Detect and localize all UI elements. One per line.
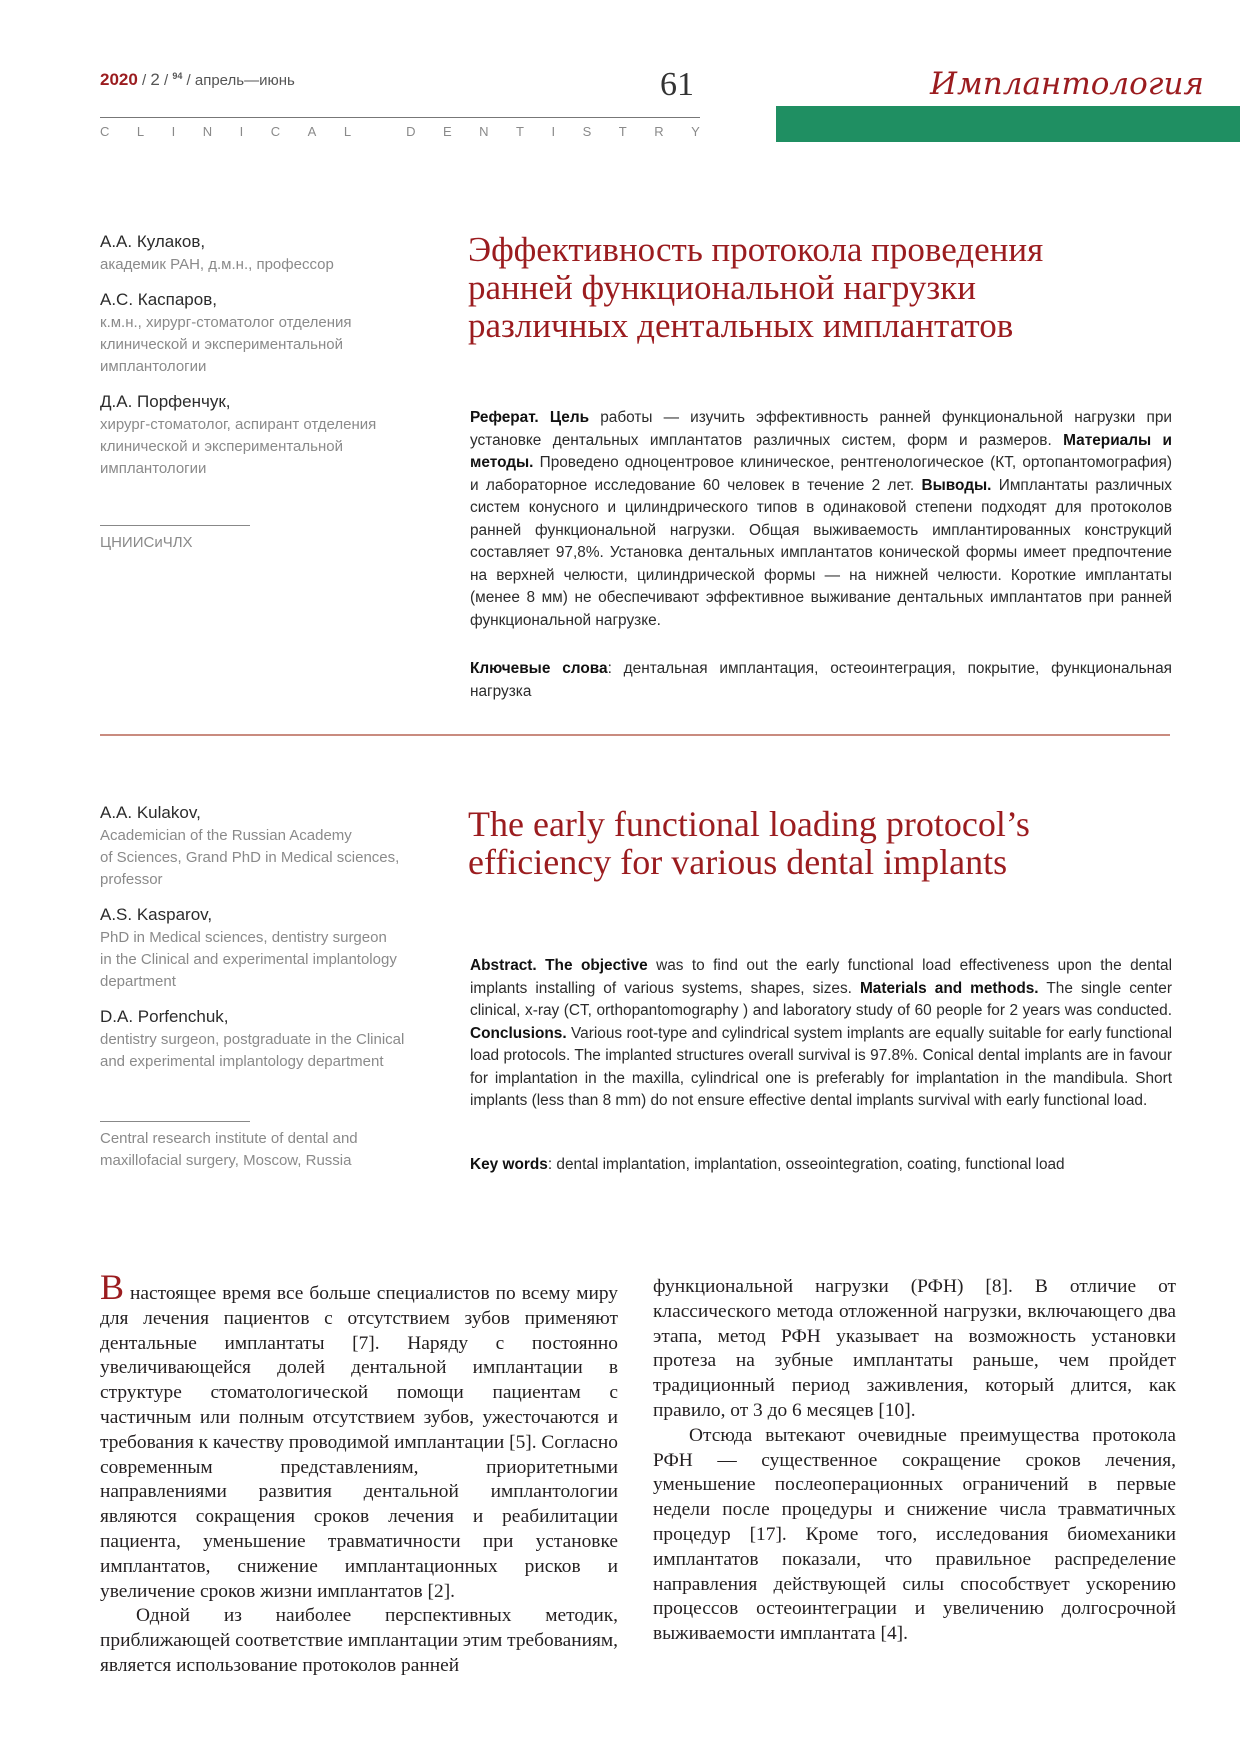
body-paragraph: Одной из наиболее перспективных методик, приближающей соответствие имплантации этим требованиям, является использование протоколов ранней xyxy=(100,1605,618,1676)
ru-authors xyxy=(100,232,430,480)
ru-article-title xyxy=(468,231,1168,345)
affiliation-line: имплантологии xyxy=(100,460,207,477)
objective-label: Цель xyxy=(549,409,590,426)
affiliation-line: имплантологии xyxy=(100,358,207,375)
author-affiliation xyxy=(100,254,430,276)
header-rule xyxy=(100,117,700,118)
methods-label: Materials and methods. xyxy=(859,979,1039,997)
title-line: различных дентальных имплантатов xyxy=(468,306,1014,345)
journal-letter: E xyxy=(442,124,452,139)
author-affiliation xyxy=(100,825,445,891)
abstract-label: Abstract. xyxy=(470,957,537,974)
author-name: D.A. Porfenchuk, xyxy=(100,1007,229,1026)
affiliation-line: and experimental implantology department xyxy=(100,1053,384,1070)
methods-label: Материалы и методы. xyxy=(470,431,1172,471)
journal-letter: C xyxy=(270,124,281,139)
journal-letter: R xyxy=(654,124,664,139)
conclusions-text: Various root-type and cylindrical system implants are equally suitable for early functional load protocols. The implanted structures overall survival is 97.8%. Conical dental implants are in favour for implantation in the maxilla, cylindrical one is preferably for implantation in the mandibula. Short implants (less than 8 mm) do not ensure effective dental implants survival with early functional load. xyxy=(470,1024,1172,1109)
issue-number: 2 xyxy=(150,70,160,89)
affiliation-line: хирург-стоматолог, аспирант отделения xyxy=(100,416,377,433)
conclusions-text: Имплантаты различных систем конусного и цилиндрического типов в одинаковой степени подходят для протоколов ранней функциональной нагрузки. Общая выживаемость имплантированных конструкций составляет 97,8%. Установка дентальных имплантатов конической формы имеет предпочтение на верхней челюсти, цилиндрической формы — на нижней челюсти. Короткие имплантаты (менее 8 мм) не обеспечивают эффективное выживание дентальных имплантатов при ранней функциональной нагрузке. xyxy=(470,476,1172,629)
body-paragraph: Отсюда вытекают очевидные преимущества протокола РФН — существенное сокращение сроков лечения, уменьшение послеоперационных ограничений в первые недели после процедуры и снижение числа травматичных процедур [17]. Кроме того, исследования биомеханики имплантатов показали, что правильное распределение направления действующей силы способствует ускорению процессов остеоинтеграции и увеличению долгосрочной выживаемости имплантата [4]. xyxy=(653,1424,1176,1645)
author-affiliation xyxy=(100,312,430,378)
abstract-label: Реферат. xyxy=(470,409,539,426)
issue-year: 2020 xyxy=(100,70,138,89)
methods-text: Проведено одноцентровое клиническое, рентгенологическое (КТ, ортопантомография) и лабораторное исследование 60 человек в течение 2 лет. xyxy=(470,454,1172,494)
methods-text: The single center clinical, x-ray (CT, orthopantomography ) and laboratory study of 60 people for 2 years was conducted. xyxy=(470,979,1172,1019)
affiliation-rule xyxy=(100,1121,250,1122)
institution-line: Central research institute of dental and xyxy=(100,1130,358,1147)
author-affiliation xyxy=(100,414,430,480)
affiliation-line: академик РАН, д.м.н., профессор xyxy=(100,256,334,273)
journal-name xyxy=(100,124,700,139)
journal-letter: S xyxy=(582,124,592,139)
affiliation-rule xyxy=(100,525,250,526)
ru-keywords xyxy=(470,658,1172,703)
journal-letter: I xyxy=(171,124,176,139)
affiliation-line: Academician of the Russian Academy xyxy=(100,827,352,844)
journal-letter: L xyxy=(343,124,352,139)
objective-text: работы — изучить эффективность ранней функциональной нагрузки при установке дентальных имплантатов различных систем, форм и размеров. xyxy=(470,409,1172,449)
conclusions-label: Выводы. xyxy=(921,476,992,494)
journal-letter: L xyxy=(136,124,145,139)
objective-text: was to find out the early functional load effectiveness upon the dental implants installing of various systems, shapes, sizes. xyxy=(470,957,1173,997)
title-line: ранней функциональной нагрузки xyxy=(468,268,976,307)
issue-serial-number: 94 xyxy=(172,71,183,81)
keywords-label: Key words xyxy=(470,1156,548,1173)
affiliation-line: PhD in Medical sciences, dentistry surgeon xyxy=(100,929,387,946)
title-line: The early functional loading protocol’s xyxy=(468,804,1030,844)
section-color-bar xyxy=(776,106,1240,142)
body-paragraph xyxy=(100,1267,618,1604)
journal-letter: D xyxy=(406,124,416,139)
author-name: А.С. Каспаров, xyxy=(100,290,217,309)
author-name: Д.А. Порфенчук, xyxy=(100,392,231,411)
journal-letter: N xyxy=(202,124,213,139)
body-paragraph: функциональной нагрузки (РФН) [8]. В отличие от классического метода отложенной нагрузки, включающего два этапа, метод РФН указывает на возможность установки протеза на зубные имплантаты раньше, чем пройдет традиционный период заживления, который длится, как правило, от 3 до 6 месяцев [10]. xyxy=(653,1276,1176,1421)
title-line: Эффективность протокола проведения xyxy=(468,230,1044,269)
page-number: 61 xyxy=(660,66,694,103)
section-title: Имплантология xyxy=(930,66,1204,102)
title-line: efficiency for various dental implants xyxy=(468,842,1008,882)
affiliation-line: professor xyxy=(100,871,163,888)
paragraph-text: настоящее время все больше специалистов по всему миру для лечения пациентов с отсутствием зубов применяют дентальные имплантаты [7]. Наряду с постоянно увеличивающейся долей дентальной имплантации в структуре стоматологической помощи пациентам с частичным или полным отсутствием зубов, ужесточаются и требования к качеству проводимой имплантации [5]. Согласно современным представлениям, приоритетными направлениями развития дентальной имплантологии являются сокращения сроков лечения и реабилитации пациента, уменьшение травматичности при установке имплантатов, снижение имплантационных рисков и увеличение сроков жизни имплантатов [2]. xyxy=(100,1283,618,1602)
affiliation-line: клинической и экспериментальной xyxy=(100,438,343,455)
institution-line: maxillofacial surgery, Moscow, Russia xyxy=(100,1152,352,1169)
keywords-text: : dental implantation, implantation, osseointegration, coating, functional load xyxy=(547,1156,1065,1173)
keywords-text: : дентальная имплантация, остеоинтеграция, покрытие, функциональная нагрузка xyxy=(470,660,1172,700)
affiliation-line: к.м.н., хирург-стоматолог отделения xyxy=(100,314,352,331)
en-institution xyxy=(100,1128,445,1172)
conclusions-label: Conclusions. xyxy=(470,1024,567,1042)
en-article-title xyxy=(468,805,1168,881)
author-name: A.A. Kulakov, xyxy=(100,803,201,822)
issue-info: 2020 / 2 / $^{94}$ / апрель—июнь xyxy=(100,70,295,89)
ru-abstract xyxy=(470,407,1172,632)
keywords-label: Ключевые слова xyxy=(470,660,608,677)
author-affiliation xyxy=(100,1029,445,1073)
author-affiliation xyxy=(100,927,445,993)
affiliation-line: department xyxy=(100,973,176,990)
author-name: А.А. Кулаков, xyxy=(100,232,206,251)
journal-letter: T xyxy=(618,124,627,139)
affiliation-line: dentistry surgeon, postgraduate in the Clinical xyxy=(100,1031,405,1048)
journal-letter: N xyxy=(479,124,489,139)
en-authors xyxy=(100,803,445,1073)
body-column-1 xyxy=(100,1267,618,1679)
en-abstract xyxy=(470,955,1172,1113)
section-divider xyxy=(100,734,1170,736)
body-column-2 xyxy=(653,1275,1176,1647)
affiliation-line: клинической и экспериментальной xyxy=(100,336,343,353)
affiliation-line: in the Clinical and experimental implantology xyxy=(100,951,397,968)
journal-letter: A xyxy=(307,124,317,139)
journal-letter: I xyxy=(239,124,244,139)
drop-cap: В xyxy=(100,1267,125,1307)
journal-letter: T xyxy=(516,124,524,139)
ru-institution: ЦНИИСиЧЛХ xyxy=(100,534,193,551)
objective-label: The objective xyxy=(545,957,648,974)
journal-letter: I xyxy=(551,124,556,139)
en-keywords xyxy=(470,1154,1172,1177)
author-name: A.S. Kasparov, xyxy=(100,905,213,924)
affiliation-line: of Sciences, Grand PhD in Medical sciences, xyxy=(100,849,400,866)
journal-letter: C xyxy=(100,124,110,139)
issue-months: апрель—июнь xyxy=(194,72,295,89)
journal-letter: Y xyxy=(691,124,700,139)
